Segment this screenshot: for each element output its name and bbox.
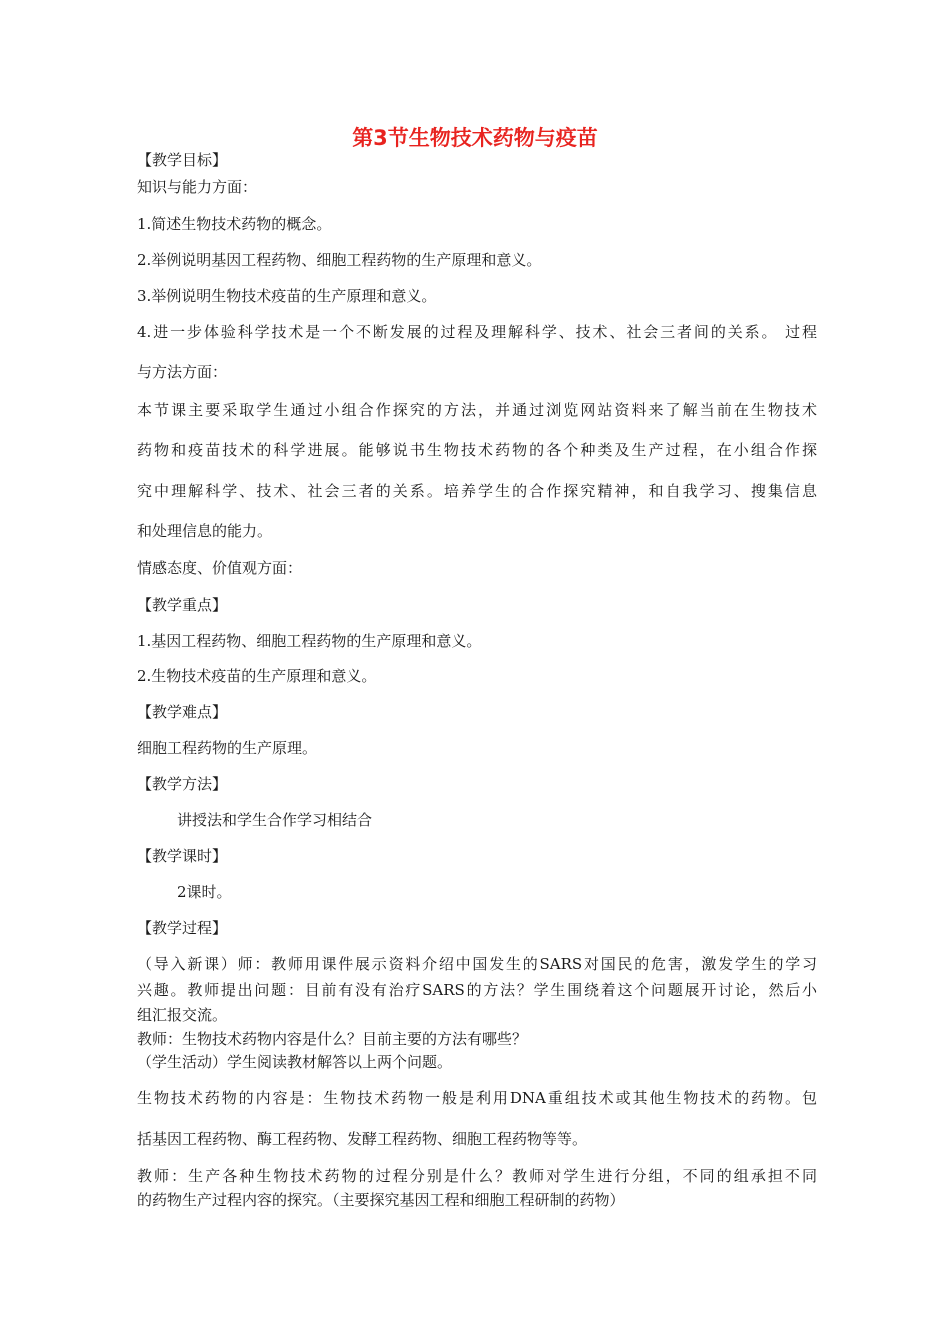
methods-text: 讲授法和学生合作学习相结合 xyxy=(177,811,373,829)
subheading-attitude-values: 情感态度、价值观方面： xyxy=(137,559,303,577)
section-heading-key-points: 【教学重点】 xyxy=(137,596,228,614)
objective-item-4: 4.进一步体验科学技术是一个不断发展的过程及理解科学、技术、社会三者间的关系。 过程 xyxy=(137,323,817,341)
paragraph-line: 和处理信息的能力。 xyxy=(137,522,273,540)
objective-item-3: 3.举例说明生物技术疫苗的生产原理和意义。 xyxy=(137,287,437,305)
paragraph-line: 教师：生物技术药物内容是什么？目前主要的方法有哪些？ xyxy=(137,1030,528,1048)
class-hours-text: 2课时。 xyxy=(177,883,232,901)
section-heading-objectives: 【教学目标】 xyxy=(137,151,228,169)
paragraph-line: 括基因工程药物、酶工程药物、发酵工程药物、细胞工程药物等等。 xyxy=(137,1130,588,1148)
paragraph-line: 究中理解科学、技术、社会三者的关系。培养学生的合作探究精神，和自我学习、搜集信息 xyxy=(137,482,817,500)
paragraph-line: 组汇报交流。 xyxy=(137,1006,228,1024)
section-heading-difficulties: 【教学难点】 xyxy=(137,703,228,721)
document-title: 第3节生物技术药物与疫苗 xyxy=(352,126,598,150)
key-point-item-2: 2.生物技术疫苗的生产原理和意义。 xyxy=(137,667,377,685)
section-heading-process: 【教学过程】 xyxy=(137,919,228,937)
key-point-item-1: 1.基因工程药物、细胞工程药物的生产原理和意义。 xyxy=(137,632,482,650)
paragraph-line: （导入新课）师：教师用课件展示资料介绍中国发生的SARS对国民的危害，激发学生的学习 xyxy=(137,955,817,973)
subheading-process-method: 与方法方面： xyxy=(137,363,228,381)
objective-item-1: 1.简述生物技术药物的概念。 xyxy=(137,215,332,233)
paragraph-line: 兴趣。教师提出问题：目前有没有治疗SARS的方法？学生围绕着这个问题展开讨论，然后小 xyxy=(137,981,817,999)
section-heading-class-hours: 【教学课时】 xyxy=(137,847,228,865)
difficulty-text: 细胞工程药物的生产原理。 xyxy=(137,739,318,757)
paragraph-line: 生物技术药物的内容是：生物技术药物一般是利用DNA重组技术或其他生物技术的药物。包 xyxy=(137,1089,817,1107)
subheading-knowledge-ability: 知识与能力方面： xyxy=(137,178,258,196)
paragraph-line: （学生活动）学生阅读教材解答以上两个问题。 xyxy=(137,1053,453,1071)
paragraph-line: 教师：生产各种生物技术药物的过程分别是什么？教师对学生进行分组，不同的组承担不同 xyxy=(137,1167,817,1185)
paragraph-line: 的药物生产过程内容的探究。（主要探究基因工程和细胞工程研制的药物） xyxy=(137,1191,625,1209)
paragraph-line: 本节课主要采取学生通过小组合作探究的方法，并通过浏览网站资料来了解当前在生物技术 xyxy=(137,401,817,419)
section-heading-methods: 【教学方法】 xyxy=(137,775,228,793)
objective-item-2: 2.举例说明基因工程药物、细胞工程药物的生产原理和意义。 xyxy=(137,251,542,269)
paragraph-line: 药物和疫苗技术的科学进展。能够说书生物技术药物的各个种类及生产过程，在小组合作探 xyxy=(137,441,817,459)
